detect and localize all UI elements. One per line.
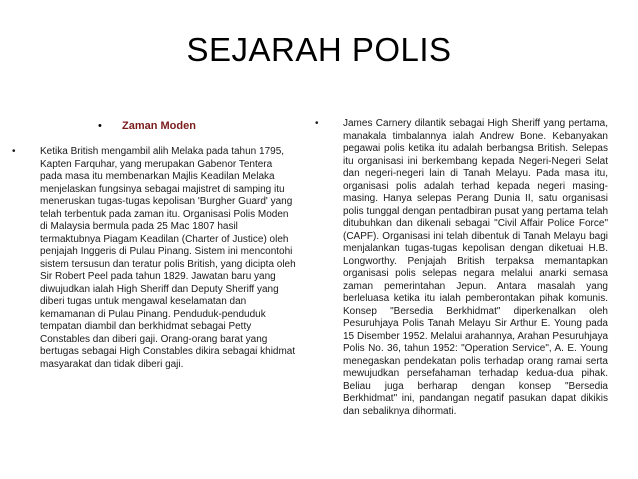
- left-paragraph-bullet: •: [12, 146, 16, 157]
- right-paragraph: [315, 118, 608, 418]
- right-paragraph-text: James Carnery dilantik sebagai High Sheriff yang pertama, manakala timbalannya ialah Andrew Bone. Kebanyakan pegawai polis ketika itu adalah berbangsa British. Selepas itu organisasi ini berkembang kepada Negeri-Negeri Selat dan negeri-negeri lain di Tanah Melayu. Pada masa itu, organisasi polis adalah terhad kepada negeri masing-masing. Hanya selepas Perang Dunia II, satu organisasi polis tunggal dengan pentadbiran pusat yang pertama telah ditubuhkan dan dikenali sebagai "Civil Affair Police Force" (CAPF). Organisasi ini telah dibentuk di Tanah Melayu bagi menjalankan tugas-tugas kepolisan dengan diketuai H.B. Longworthy. Penjajah British terpaksa memantapkan organisasi polis selepas negara melalui anarki semasa zaman pemerintahan Jepun. Antara masalah yang berleluasa ketika itu ialah pemberontakan pihak komunis. Konsep "Bersedia Berkhidmat" diperkenalkan oleh Pesuruhjaya Polis Tanah Melayu Sir Arthur E. Young pada 15 Disember 1952. Melalui arahannya, Arahan Pesuruhjaya Polis No. 36, tahun 1952: "Operation Service", A. E. Young menegaskan pendekatan polis terhadap orang ramai serta mewujudkan persefahaman terhadap kedua-dua pihak. Beliau juga berharap dengan konsep "Bersedia Berkhidmat" ini, pandangan negatif pasukan dapat dikikis dan sebaliknya dihormati.: [343, 118, 608, 417]
- right-column: [315, 118, 608, 418]
- subheading-bullet: •: [98, 120, 102, 132]
- left-paragraph-text: Ketika British mengambil alih Melaka pada tahun 1795, Kapten Farquhar, yang merupakan Gabenor Tentera pada masa itu membenarkan Majlis Keadilan Melaka menjelaskan fungsinya sebagai majistret di samping itu meneruskan tugas-tugas kepolisan 'Burgher Guard' yang telah terbentuk pada zaman itu. Organisasi Polis Moden di Malaysia bermula pada 25 Mac 1807 hasil termaktubnya Piagam Keadilan (Charter of Justice) oleh penjajah Inggeris di Pulau Pinang. Sistem ini mencontohi sistem tersusun dan teratur polis British, yang dicipta oleh Sir Robert Peel pada tahun 1829. Jawatan baru yang diwujudkan ialah High Sheriff dan Deputy Sheriff yang diberi tugas untuk mengawal keselamatan dan kemamanan di Pulau Pinang. Penduduk-penduduk tempatan diambil dan berkhidmat sebagai Petty Constables dan diberi gaji. Orang-orang barat yang bertugas sebagai High Constables dikira sebagai khidmat masyarakat dan tidak diberi gaji.: [40, 146, 296, 370]
- right-paragraph-bullet: •: [315, 118, 319, 129]
- subheading-label: Zaman Moden: [122, 120, 196, 132]
- left-column: [12, 118, 297, 371]
- slide-title: SEJARAH POLIS: [186, 31, 452, 68]
- subheading: [12, 118, 297, 134]
- left-paragraph: [12, 146, 297, 371]
